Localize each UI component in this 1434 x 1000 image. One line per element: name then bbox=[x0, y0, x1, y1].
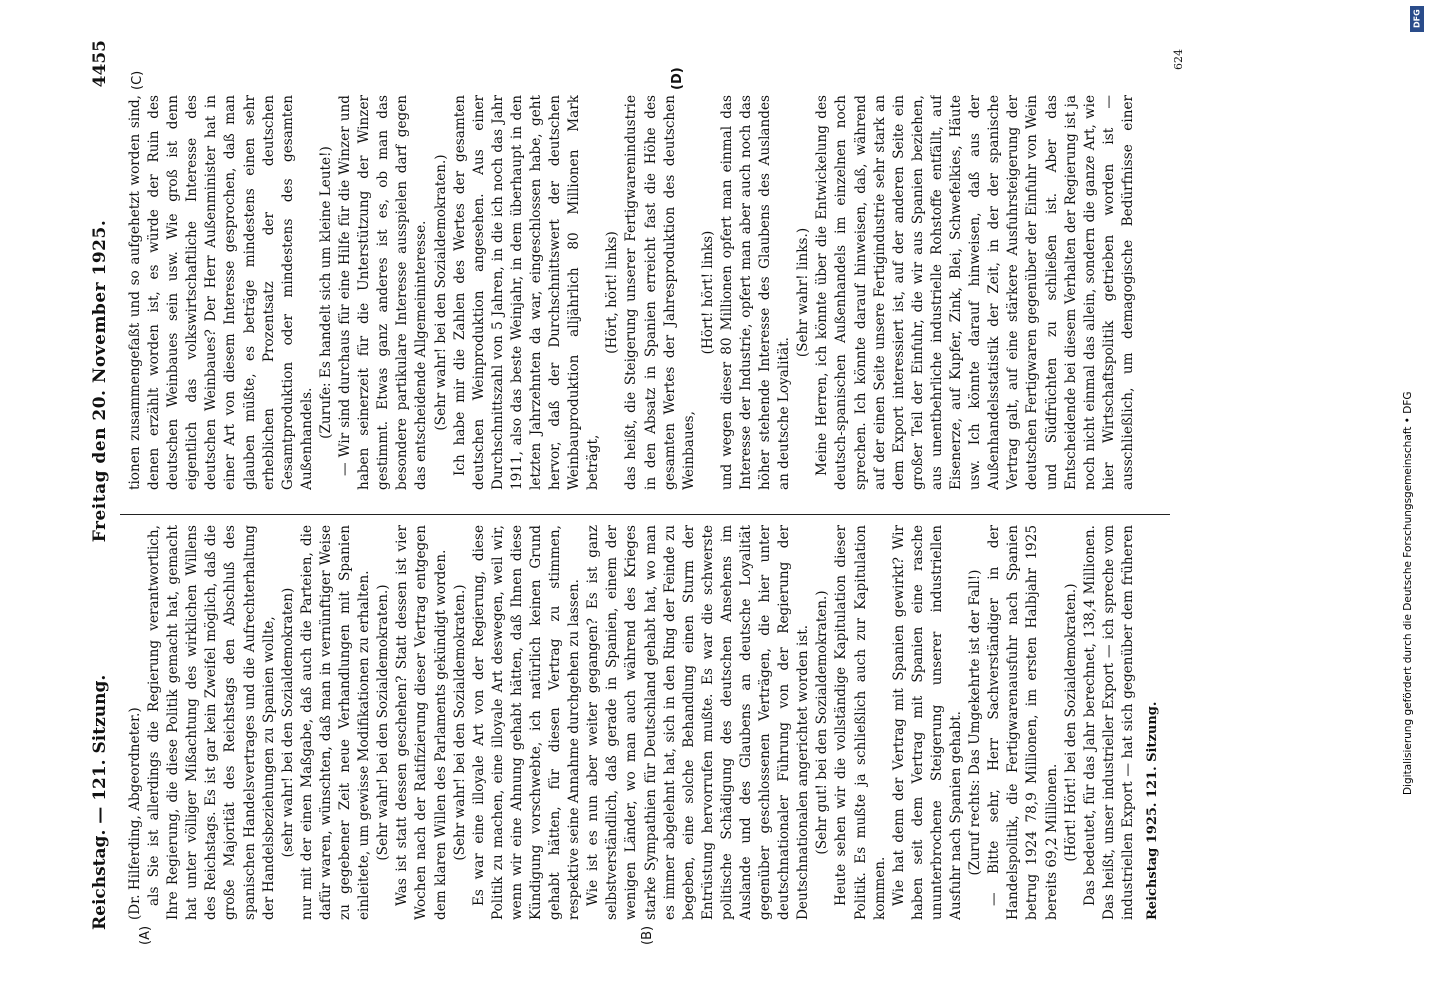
right-column-paragraph: (Hört! hört! links) bbox=[699, 230, 716, 355]
right-column-paragraph: und wegen dieser 80 Millionen opfert man einmal das Interesse der Industrie, opfert man aber auch noch das höher stehende Interesse des Glaubens des Auslandes an deutsche Loyalität. bbox=[718, 95, 793, 490]
left-column-paragraph: (sehr wahr! bei den Sozialdemokraten) bbox=[279, 587, 296, 858]
left-column-paragraph: (Dr. Hilferding, Abgeordneter.) bbox=[127, 707, 143, 920]
right-column-paragraph: — Wir sind durchaus für eine Hilfe für die Winzer und haben seinerzeit für die Unterstützung der Winzer gestimmt. Etwas ganz anderes ist es, ob man das besondere partikulare Interesse ausspielen darf gegen das entscheidende Allgemeininteresse. bbox=[337, 95, 430, 490]
left-column-paragraph: (Sehr gut! bei den Sozialdemokraten.) bbox=[814, 590, 831, 855]
margin-letter-c: (C) bbox=[130, 70, 145, 90]
column-divider bbox=[120, 514, 1170, 515]
header-page-number: 4455 bbox=[90, 40, 110, 88]
right-column-paragraph: das heißt, die Steigerung unserer Fertigwarenindustrie in den Absatz in Spanien erreicht fast die Höhe des gesamten Wertes der Jahresproduktion des deutschen Weinbaues, bbox=[623, 95, 697, 490]
left-column-paragraph: als Sie ist allerdings die Regierung verantwortlich, Ihre Regierung, die diese Politik gemacht hat, gemacht hat unter völliger Mißachtung des wirklichen Willens des Reichstags. Es ist gar kein Zweifel möglich, daß die große Majorität des Reichstags den Abschluß des spanischen Handelsvertrages und die Aufrechterhaltung der Handelsbeziehungen zu Spanien wollte, bbox=[146, 525, 277, 920]
right-column bbox=[126, 95, 1136, 490]
left-column-paragraph: Heute sehen wir die vollständige Kapitulation dieser Politik. Es mußte ja schließlich auch zur Kapitulation kommen. bbox=[833, 525, 888, 920]
right-column-paragraph: (Sehr wahr! bei den Sozialdemokraten.) bbox=[432, 154, 449, 431]
left-column bbox=[126, 525, 1136, 920]
left-column-paragraph: nur mit der einen Maßgabe, daß auch die Parteien, die dafür waren, wünschten, daß man in vernünftiger Weise zu gegebener Zeit neue Verhandlungen mit Spanien einleitete, um gewisse Modifikationen zu erhalten. bbox=[298, 525, 373, 920]
page-footer: Reichstag 1925. 121. Sitzung. bbox=[1145, 701, 1160, 920]
left-column-paragraph: Wie hat denn der Vertrag mit Spanien gewirkt? Wir haben seit dem Vertrag mit Spanien eine rasche ununterbrochene Steigerung unserer industriellen Ausfuhr nach Spanien gehabt. bbox=[890, 525, 965, 920]
left-column-paragraph: (Zuruf rechts: Das Umgekehrte ist der Fall!) bbox=[967, 569, 984, 876]
digitization-credit-text: Digitalisierung gefördert durch die Deutsche Forschungsgemeinschaft • DFG bbox=[1402, 391, 1414, 795]
header-date: Freitag den 20. November 1925. bbox=[90, 219, 110, 543]
left-column-paragraph: Was ist statt dessen geschehen? Statt dessen ist vier Wochen nach der Ratifizierung dieser Vertrag entgegen dem klaren Willen des Parlaments gekündigt worden. bbox=[394, 525, 449, 920]
right-column-paragraph: (Hört, hört! links) bbox=[604, 231, 621, 354]
left-column-paragraph: — Bitte sehr, Herr Sachverständiger in der Handelspolitik, die Fertigwarenausfuhr nach Spanien betrug 1924 78,9 Millionen, im ersten Halbjahr 1925 bereits 69,2 Millionen. bbox=[986, 525, 1060, 920]
margin-letter-a: (A) bbox=[138, 925, 153, 945]
left-column-paragraph: Wie ist es nun aber weiter gegangen? Es ist ganz selbstverständlich, daß gerade in Spanien, einem der wenigen Länder, wo man auch während des Krieges starke Sympathien für Deutschland gehabt hat, wo man es immer abgelehnt hat, sich in den Ring der Feinde zu begeben, eine solche Behandlung einen Sturm der Entrüstung hervorrufen mußte. Es war die schwerste politische Schädigung des deutschen Ansehens im Auslande und des Glaubens an deutsche Loyalität gegenüber geschlossenen Verträgen, die hier unter deutschnationaler Führung von der Regierung der Deutschnationalen angerichtet worden ist. bbox=[585, 525, 812, 920]
margin-letter-d: (D) bbox=[670, 67, 685, 90]
digitization-credit bbox=[1402, 0, 1426, 1000]
dfg-logo-icon: DFG bbox=[1410, 6, 1424, 32]
margin-letter-b: (B) bbox=[640, 925, 655, 945]
right-column-paragraph: tionen zusammengefaßt und so aufgehetzt worden sind, denen erzählt worden ist, es würde der Ruin des deutschen Weinbaues sein usw. Wie groß ist denn eigentlich das volkswirtschaftliche Interesse des deutschen Weinbaues? Der Herr Außenminister hat in einer Art von diesem Interesse gesprochen, daß man glauben müßte, es beträge mindestens einen sehr erheblichen Prozentsatz der deutschen Gesamtproduktion oder mindestens des gesamten Außenhandels. bbox=[127, 95, 315, 490]
sheet-number: 624 bbox=[1172, 49, 1185, 70]
left-column-paragraph: (Sehr wahr! bei den Sozialdemokraten.) bbox=[375, 584, 392, 861]
rotated-page bbox=[80, 0, 1200, 1000]
left-column-paragraph: (Hört! Hört! bei den Sozialdemokraten.) bbox=[1062, 583, 1079, 862]
left-column-paragraph: Es war eine illoyale Art von der Regierung, diese Politik zu machen, eine illoyale Art deswegen, weil wir, wenn wir eine Ahnung gehabt hätten, daß Ihnen diese Kündigung vorschwebte, ich natürlich keinen Grund gehabt hätten, für diesen Vertrag zu stimmen, respektive seine Annahme durchgehen zu lassen. bbox=[470, 525, 583, 920]
right-column-paragraph: (Sehr wahr! links.) bbox=[795, 227, 812, 358]
right-column-paragraph: (Zurufe: Es handelt sich um kleine Leute!) bbox=[317, 146, 334, 439]
page-header bbox=[80, 0, 120, 1000]
left-column-paragraph: (Sehr wahr! bei den Sozialdemokraten.) bbox=[451, 584, 468, 861]
right-column-paragraph: Ich habe mir die Zahlen des Wertes der gesamten deutschen Weinproduktion angesehen. Aus einer Durchschnittszahl von 5 Jahren, in die ich noch das Jahr 1911, also das beste Weinjahr, in dem überhaupt in den letzten Jahrzehnten da war, eingeschlossen habe, geht hervor, daß der Durchschnittswert der deutschen Weinbauproduktion alljährlich 80 Millionen Mark beträgt, bbox=[451, 95, 602, 490]
right-column-paragraph: Meine Herren, ich könnte über die Entwickelung des deutsch-spanischen Außenhandels im einzelnen noch sprechen. Ich könnte darauf hinweisen, daß, während auf der einen Seite unsere Fertigindustrie sehr stark an dem Export interessiert ist, auf der anderen Seite ein großer Teil der Einfuhr, die wir aus Spanien beziehen, aus unentbehrliche industrielle Rohstoffe entfällt, auf Eisenerze, auf Kupfer, Zink, Blei, Schwefelkies, Häute usw. Ich könnte darauf hinweisen, daß aus der Außenhandelsstatistik der Zeit, in der der spanische Vertrag galt, auf eine stärkere Ausfuhrsteigerung der deutschen Fertigwaren gegenüber der Einfuhr von Wein und Südfrüchten zu schließen ist. Aber das Entscheidende bei diesem Verhalten der Regierung ist ja noch nicht einmal das allein, sondern die ganze Art, wie hier Wirtschaftspolitik getrieben worden ist — ausschließlich, um demagogische Bedürfnisse einer bbox=[814, 95, 1136, 490]
left-column-paragraph: Das bedeutet, für das Jahr berechnet, 138,4 Millionen. Das heißt, unser industrieller Export — ich spreche vom industriellen Export — hat sich gegenüber dem früheren bbox=[1081, 525, 1136, 920]
header-left: Reichstag. — 121. Sitzung. bbox=[90, 674, 110, 930]
